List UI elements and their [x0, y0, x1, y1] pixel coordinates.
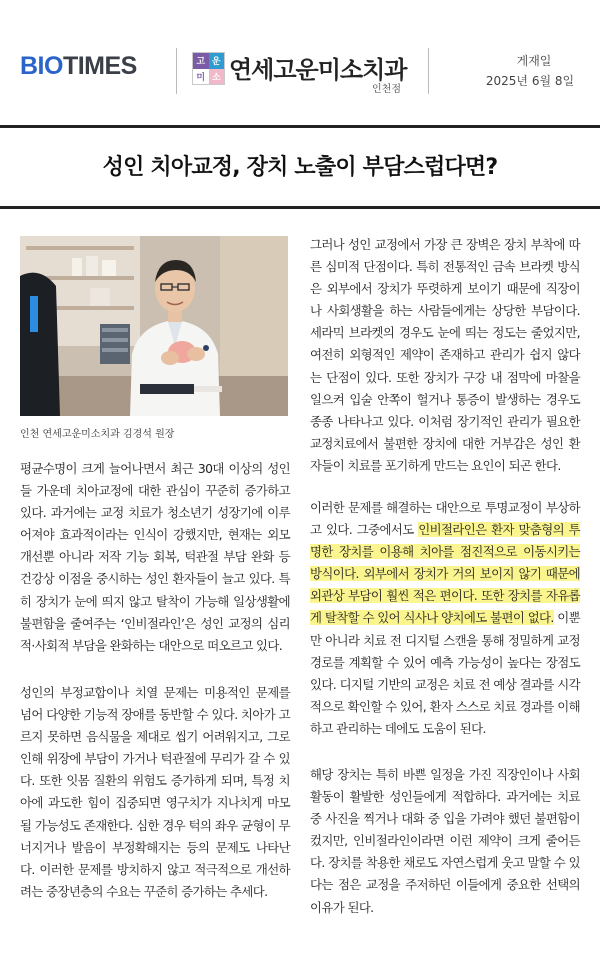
header-divider	[428, 48, 429, 94]
doctor-photo	[20, 236, 288, 416]
publish-date-label: 게재일	[516, 54, 552, 68]
clinic-branch: 인천점	[372, 84, 401, 95]
publish-date: 2025년 6월 8일	[485, 74, 575, 88]
masthead	[0, 0, 600, 126]
header-divider	[176, 48, 177, 94]
article-paragraph	[310, 497, 580, 740]
highlighted-text: 인비절라인은 환자 맞춤형의 투명한 장치를 이용해 치아를 점진적으로 이동시키는 방식이다. 외부에서 장치가 거의 보이지 않기 때문에 외관상 부담이 훨씬 적은 편이다. 또한 장치를 자유롭게 탈착할 수 있어 식사나 양치에도 불편이 없다.	[310, 522, 580, 626]
article-paragraph: 성인의 부정교합이나 치열 문제는 미용적인 문제를 넘어 다양한 기능적 장애를 동반할 수 있다. 치아가 고르지 못하면 음식물을 제대로 씹기 어려워지고, 그로 인해 위장에 부담이 가거나 턱관절에 무리가 갈 수 있다. 또한 잇몸 질환의 위험도 증가하게 되며, 특정 치아에 과도한 힘이 집중되면 영구치가 지나치게 마모될 가능성도 존재한다. 심한 경우 턱의 좌우 균형이 무너지거나 발음이 부정확해지는 등의 문제도 나타난다. 이러한 문제를 방치하지 않고 적극적으로 개선하려는 중장년층의 수요는 꾸준히 증가하는 추세다.	[20, 685, 290, 899]
photo-caption: 인천 연세고운미소치과 김경석 원장	[20, 429, 175, 440]
headline: 성인 치아교정, 장치 노출이 부담스럽다면?	[102, 155, 498, 180]
article-text: 이러한 문제를 해결하는 대안으로 투명교정이 부상하고 있다. 그중에서도	[310, 500, 580, 538]
article-text: 이뿐만 아니라 치료 전 디지털 스캔을 통해 정밀하게 교정 경로를 계획할 수 있어 예측 가능성이 높다는 장점도 있다. 디지털 기반의 교정은 치료 전 예상 결과를 시각적으로 확인할 수 있어, 환자 스스로 치료 경과를 이해하고 관리하는 데에도 도움이 된다.	[310, 610, 580, 736]
article-paragraph: 그러나 성인 교정에서 가장 큰 장벽은 장치 부착에 따른 심미적 단점이다. 특히 전통적인 금속 브라켓 방식은 외부에서 장치가 뚜렷하게 보이기 때문에 직장이나 사회생활을 하는 사람들에게는 상당한 부담이다. 세라믹 브라켓의 경우도 눈에 띄는 정도는 줄었지만, 여전히 외형적인 제약이 존재하고 관리가 쉽지 않다는 단점이 있다. 또한 장치가 구강 내 점막에 마찰을 일으켜 입술 안쪽이 헐거나 통증이 발생하는 경우도 종종 나타나고 있다. 이처럼 장기적인 관리가 필요한 교정치료에서 불편한 장치에 대한 거부감은 성인 환자들이 치료를 포기하게 만드는 요인이 되곤 한다.	[310, 237, 580, 473]
clinic-logo-icon: 고 운 미 소	[192, 52, 225, 85]
top-rule	[0, 125, 600, 128]
article-paragraph: 해당 장치는 특히 바쁜 일정을 가진 직장인이나 사회활동이 활발한 성인들에게 적합하다. 과거에는 치료 중 사진을 찍거나 대화 중 입을 가려야 했던 불편함이 컸지만, 인비절라인이라면 이런 제약이 크게 줄어든다. 장치를 착용한 채로도 자연스럽게 웃고 말할 수 있다는 점은 교정을 주저하던 이들에게 중요한 선택의 이유가 된다.	[310, 767, 580, 915]
clinic-name: 연세고운미소치과	[229, 56, 407, 84]
biotimes-logo: BIOTIMES	[20, 52, 137, 80]
article-paragraph: 평균수명이 크게 늘어나면서 최근 30대 이상의 성인들 가운데 치아교정에 대한 관심이 꾸준히 증가하고 있다. 과거에는 교정 치료가 청소년기 성장기에 이루어져야 효과적이라는 인식이 강했지만, 현재는 외모 개선뿐 아니라 저작 기능 회복, 턱관절 부담 완화 등 건강상 이점을 중시하는 성인 환자들이 늘고 있다. 특히 장치가 눈에 띄지 않고 탈착이 가능해 일상생활에 불편함을 줄여주는 ‘인비절라인’은 성인 교정의 심리적·사회적 부담을 완화하는 대안으로 떠오르고 있다.	[20, 461, 290, 653]
headline-rule	[0, 206, 600, 209]
